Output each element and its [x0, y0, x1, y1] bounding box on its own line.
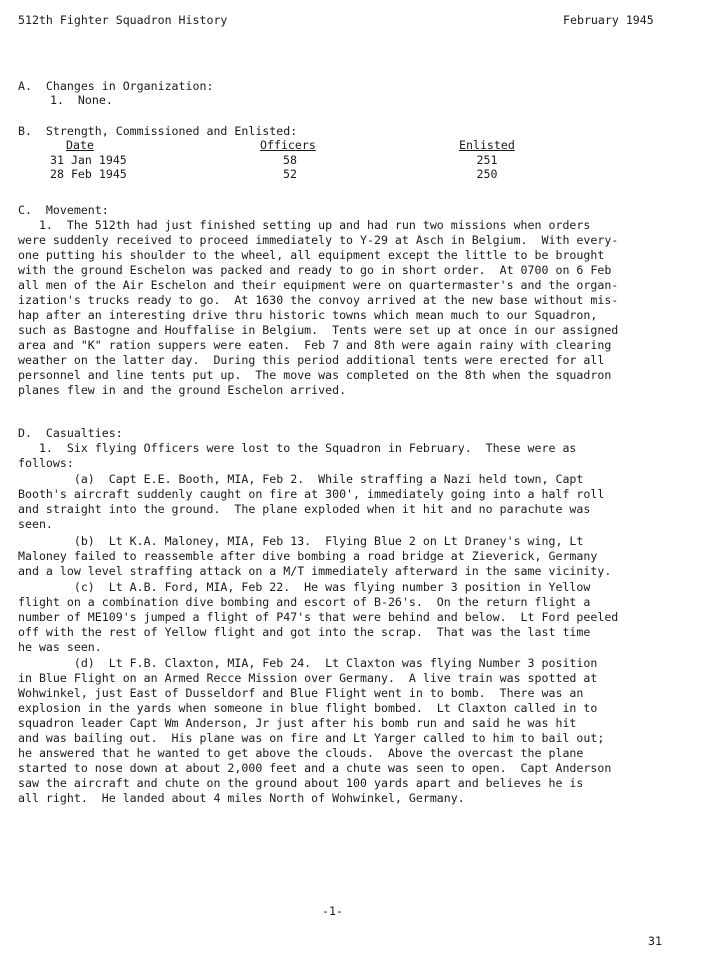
- paragraph-line: started to nose down at about 2,000 feet and a chute was seen to open. Capt Anderson: [18, 761, 612, 775]
- paragraph-line: and a low level straffing attack on a M/T immediately afterward in the same vicinity.: [18, 564, 612, 578]
- paragraph-line: all right. He landed about 4 miles North of Wohwinkel, Germany.: [18, 791, 465, 805]
- paragraph-line: seen.: [18, 517, 53, 531]
- page-number: 31: [648, 934, 662, 948]
- paragraph-line: ization's trucks ready to go. At 1630 the convoy arrived at the new base without mis-: [18, 293, 619, 307]
- column-header-date: Date: [66, 138, 94, 152]
- paragraph-line: and straight into the ground. The plane exploded when it hit and no parachute was: [18, 502, 591, 516]
- paragraph-line: hap after an interesting drive thru historic towns which mean much to our Squadron,: [18, 308, 598, 322]
- paragraph-line: number of ME109's jumped a flight of P47's that were behind and below. Lt Ford peeled: [18, 610, 619, 624]
- section-c-heading: C. Movement:: [18, 203, 109, 217]
- paragraph-line: weather on the latter day. During this period additional tents were erected for all: [18, 353, 605, 367]
- paragraph-line: squadron leader Capt Wm Anderson, Jr just after his bomb run and said he was hit: [18, 716, 577, 730]
- section-a-item: 1. None.: [50, 93, 113, 107]
- paragraph-line: (b) Lt K.A. Maloney, MIA, Feb 13. Flying Blue 2 on Lt Draney's wing, Lt: [18, 534, 584, 548]
- section-b-heading: B. Strength, Commissioned and Enlisted:: [18, 124, 298, 138]
- paragraph-line: area and "K" ration suppers were eaten. Feb 7 and 8th were again rainy with clearing: [18, 338, 612, 352]
- paragraph-line: explosion in the yards when someone in blue flight bombed. Lt Claxton called in to: [18, 701, 598, 715]
- paragraph-line: Wohwinkel, just East of Dusseldorf and Blue Flight went in to bomb. There was an: [18, 686, 584, 700]
- paragraph-line: with the ground Eschelon was packed and ready to go in short order. At 0700 on 6 Feb: [18, 263, 612, 277]
- paragraph-line: (c) Lt A.B. Ford, MIA, Feb 22. He was flying number 3 position in Yellow: [18, 580, 591, 594]
- paragraph-line: Booth's aircraft suddenly caught on fire at 300', immediately going into a half roll: [18, 487, 605, 501]
- page-marker: -1-: [322, 904, 343, 918]
- header-date: February 1945: [563, 13, 654, 27]
- paragraph-line: personnel and line tents put up. The move was completed on the 8th when the squadron: [18, 368, 612, 382]
- paragraph-line: and was bailing out. His plane was on fire and Lt Yarger called to him to bail out;: [18, 731, 605, 745]
- paragraph-line: in Blue Flight on an Armed Recce Mission over Germany. A live train was spotted at: [18, 671, 598, 685]
- paragraph-line: one putting his shoulder to the wheel, all equipment except the little to be brought: [18, 248, 605, 262]
- paragraph-line: follows:: [18, 456, 74, 470]
- section-a-heading: A. Changes in Organization:: [18, 79, 214, 93]
- paragraph-line: 1. The 512th had just finished setting up and had run two missions when orders: [18, 218, 591, 232]
- paragraph-line: were suddenly received to proceed immediately to Y-29 at Asch in Belgium. With every-: [18, 233, 619, 247]
- paragraph-line: off with the rest of Yellow flight and got into the scrap. That was the last time: [18, 625, 591, 639]
- paragraph-line: Maloney failed to reassemble after dive bombing a road bridge at Zieverick, Germany: [18, 549, 598, 563]
- paragraph-line: saw the aircraft and chute on the ground about 100 yards apart and believes he is: [18, 776, 584, 790]
- table-row-date: 31 Jan 1945: [50, 153, 127, 167]
- column-header-officers: Officers: [260, 138, 316, 152]
- column-header-enlisted: Enlisted: [459, 138, 515, 152]
- paragraph-line: such as Bastogne and Houffalise in Belgium. Tents were set up at once in our assigned: [18, 323, 619, 337]
- paragraph-line: flight on a combination dive bombing and escort of B-26's. On the return flight a: [18, 595, 591, 609]
- paragraph-line: (d) Lt F.B. Claxton, MIA, Feb 24. Lt Claxton was flying Number 3 position: [18, 656, 598, 670]
- table-row-enlisted: 251: [476, 153, 498, 167]
- header-title: 512th Fighter Squadron History: [18, 13, 228, 27]
- paragraph-line: (a) Capt E.E. Booth, MIA, Feb 2. While straffing a Nazi held town, Capt: [18, 472, 584, 486]
- table-row-officers: 58: [283, 153, 297, 167]
- table-row-date: 28 Feb 1945: [50, 167, 127, 181]
- paragraph-line: 1. Six flying Officers were lost to the Squadron in February. These were as: [18, 441, 577, 455]
- paragraph-line: planes flew in and the ground Eschelon arrived.: [18, 383, 347, 397]
- section-d-heading: D. Casualties:: [18, 426, 123, 440]
- paragraph-line: he was seen.: [18, 640, 102, 654]
- table-row-enlisted: 250: [476, 167, 498, 181]
- table-row-officers: 52: [283, 167, 297, 181]
- paragraph-line: he answered that he wanted to get above the clouds. Above the overcast the plane: [18, 746, 584, 760]
- paragraph-line: all men of the Air Eschelon and their equipment were on quartermaster's and the organ-: [18, 278, 619, 292]
